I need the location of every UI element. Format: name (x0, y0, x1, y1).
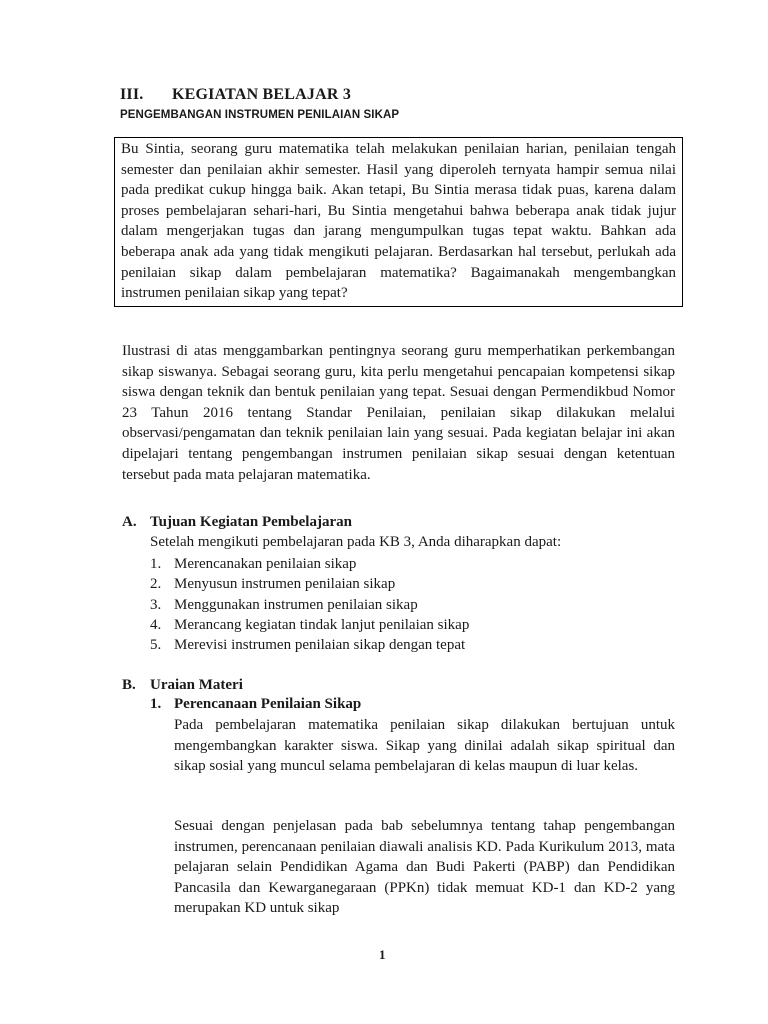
section-b-heading (122, 677, 243, 694)
list-item (150, 615, 469, 635)
section-a-title: Tujuan Kegiatan Pembelajaran (150, 514, 352, 530)
list-item-number: 2. (150, 576, 162, 593)
page-number: 1 (379, 947, 386, 962)
list-item-text: Merancang kegiatan tindak lanjut penilaian sikap (174, 616, 470, 633)
section-a-letter: A. (122, 514, 137, 530)
section-a-heading (122, 514, 352, 531)
section-a-lead: Setelah mengikuti pembelajaran pada KB 3, Anda diharapkan dapat: (150, 534, 562, 550)
chapter-number: III. (120, 86, 144, 103)
chapter-title: KEGIATAN BELAJAR 3 (172, 86, 352, 103)
chapter-heading (120, 86, 351, 104)
subsection-paragraph-1: Pada pembelajaran matematika penilaian sikap dilakukan bertujuan untuk mengembangkan karakter siswa. Sikap yang dinilai adalah sikap spiritual dan sikap sosial yang muncul selama pembelajaran di kelas maupun di luar kelas. (174, 717, 675, 775)
list-item-number: 4. (150, 616, 162, 633)
list-item-text: Merencanakan penilaian sikap (174, 556, 357, 572)
intro-paragraph: Ilustrasi di atas menggambarkan pentingnya seorang guru memperhatikan perkembangan sikap siswanya. Sebagai seorang guru, kita perlu mengetahui pencapaian kompetensi sikap siswa dengan teknik dan bentuk penilaian yang tepat. Sesuai dengan Permendikbud Nomor 23 Tahun 2016 tentang Standar Penilaian, penilaian sikap dilakukan melalui observasi/pengamatan dan teknik penilaian lain yang sesuai. Pada kegiatan belajar ini akan dipelajari tentang pengembangan instrumen penilaian sikap sesuai dengan ketentuan tersebut pada mata pelajaran matematika. (122, 343, 675, 483)
section-b-letter: B. (122, 677, 136, 693)
section-b-title: Uraian Materi (150, 677, 243, 693)
chapter-subheading: PENGEMBANGAN INSTRUMEN PENILAIAN SIKAP (120, 109, 400, 121)
objectives-list (150, 554, 469, 655)
subsection-title: Perencanaan Penilaian Sikap (174, 696, 362, 712)
list-item-number: 1. (150, 556, 162, 572)
list-item-number: 3. (150, 596, 162, 613)
list-item-text: Menyusun instrumen penilaian sikap (174, 576, 396, 593)
list-item-text: Menggunakan instrumen penilaian sikap (174, 596, 418, 613)
subsection-heading (150, 696, 361, 713)
list-item (150, 554, 469, 574)
illustration-box: Bu Sintia, seorang guru matematika telah melakukan penilaian harian, penilaian tengah semester dan penilaian akhir semester. Hasil yang diperoleh ternyata hampir semua nilai pada predikat cukup hingga baik. Akan tetapi, Bu Sintia merasa tidak puas, karena dalam proses pembelajaran sehari-hari, Bu Sintia mengetahui bahwa beberapa anak tidak jujur dalam mengerjakan tugas dan jarang mengumpulkan tugas tepat waktu. Bahkan ada beberapa anak ada yang tidak mengikuti pelajaran. Berdasarkan hal tersebut, perlukah ada penilaian sikap dalam pembelajaran matematika? Bagaimanakah mengembangkan instrumen penilaian sikap yang tepat? (114, 137, 683, 307)
list-item (150, 595, 469, 615)
list-item-text: Merevisi instrumen penilaian sikap dengan tepat (174, 637, 466, 654)
list-item (150, 574, 469, 594)
subsection-paragraph-2: Sesuai dengan penjelasan pada bab sebelumnya tentang tahap pengembangan instrumen, perencanaan penilaian diawali analisis KD. Pada Kurikulum 2013, mata pelajaran selain Pendidikan Agama dan Budi Pakerti (PABP) dan Pendidikan Pancasila dan Kewarganegaraan (PPKn) tidak memuat KD-1 dan KD-2 yang merupakan KD untuk sikap (174, 818, 675, 917)
subsection-number: 1. (150, 696, 162, 712)
list-item (150, 635, 469, 655)
list-item-number: 5. (150, 637, 162, 654)
